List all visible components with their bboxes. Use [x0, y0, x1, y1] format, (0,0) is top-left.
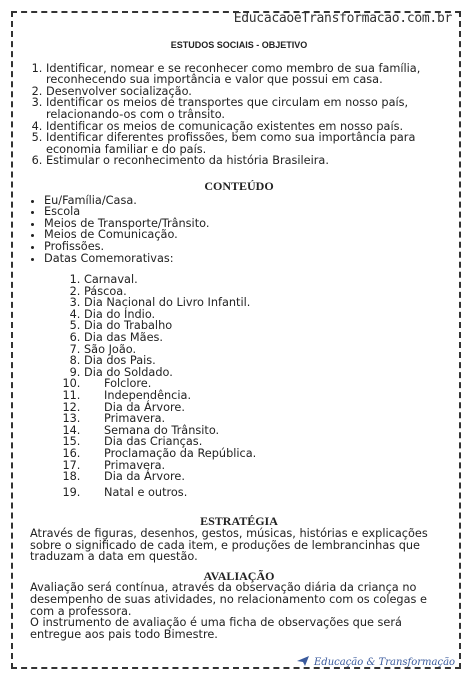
date-item: 5. Dia do Trabalho [84, 320, 448, 332]
dates-list [30, 274, 448, 498]
date-item: 16. Proclamação da República. [84, 448, 448, 460]
date-item: 4. Dia do Índio. [84, 309, 448, 321]
content-item: • Datas Comemorativas: [44, 253, 448, 265]
objective-item: 2. Desenvolver socialização. [46, 86, 448, 98]
content-item: • Eu/Família/Casa. [44, 195, 448, 207]
logo-icon [296, 655, 310, 670]
content-item: • Meios de Transporte/Trânsito. [44, 218, 448, 230]
objective-list [30, 63, 448, 167]
date-item: 15. Dia das Crianças. [84, 436, 448, 448]
content-item: • Meios de Comunicação. [44, 229, 448, 241]
date-item: 11. Independência. [84, 390, 448, 402]
content-item: • Escola [44, 206, 448, 218]
site-url: EducacaoeTransformacao.com.br [233, 11, 452, 26]
content-title: CONTEÚDO [204, 178, 274, 193]
date-item: 17. Primavera. [84, 460, 448, 472]
objective-item: 5. Identificar diferentes profissões, bem como sua importância para economia familiar e do país. [46, 132, 448, 155]
date-item: 12. Dia da Árvore. [84, 402, 448, 414]
strategy-text: Através de figuras, desenhos, gestos, músicas, histórias e explicações sobre o significado de cada item, e produções de lembrancinhas que traduzam a data em questão. [30, 526, 428, 564]
logo-text: Educação & Transformação [314, 657, 456, 668]
objective-item: 1. Identificar, nomear e se reconhecer como membro de sua família, reconhecendo sua importância e valor que possui em casa. [46, 63, 448, 86]
date-item: 14. Semana do Trânsito. [84, 425, 448, 437]
objective-title: ESTUDOS SOCIAIS - OBJETIVO [170, 40, 308, 50]
evaluation-title: AVALIAÇÃO [203, 568, 275, 583]
evaluation-text-2: O instrumento de avaliação é uma ficha de observações que será entregue aos pais todo Bimestre. [30, 616, 402, 641]
date-item: 8. Dia dos Pais. [84, 355, 448, 367]
date-item: 7. São João. [84, 344, 448, 356]
evaluation-text: Avaliação será contínua, através da observação diária da criança no desempenho de suas atividades, no relacionamento com os colegas e com a professora. [30, 581, 427, 618]
date-item: 9. Dia do Soldado. [84, 367, 448, 379]
date-item: 6. Dia das Mães. [84, 332, 448, 344]
objective-item: 3. Identificar os meios de transportes que circulam em nosso país, relacionando-os com o trânsito. [46, 97, 448, 120]
strategy-title: ESTRATÉGIA [200, 514, 278, 529]
document-body [30, 40, 448, 640]
date-item: 18. Dia da Árvore. [84, 471, 448, 483]
date-item: 10. Folclore. [84, 378, 448, 390]
date-item: 2. Páscoa. [84, 286, 448, 298]
objective-item: 6. Estimular o reconhecimento da história Brasileira. [46, 155, 448, 167]
date-item: 13. Primavera. [84, 413, 448, 425]
date-item: 19. Natal e outros. [84, 487, 448, 499]
content-item: • Profissões. [44, 241, 448, 253]
date-item: 3. Dia Nacional do Livro Infantil. [84, 297, 448, 309]
footer-logo [296, 655, 455, 670]
content-list [30, 195, 448, 265]
objective-item: 4. Identificar os meios de comunicação existentes em nosso país. [46, 121, 448, 133]
date-item: 1. Carnaval. [84, 274, 448, 286]
